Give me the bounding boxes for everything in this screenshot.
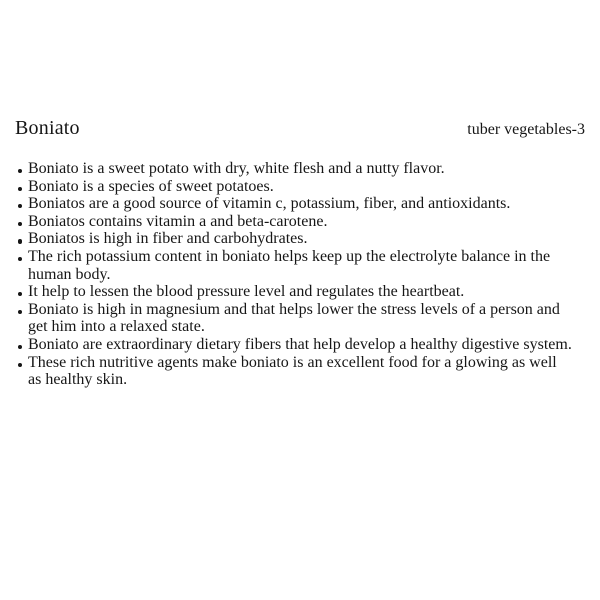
list-item [15,195,572,213]
list-item-text: It help to lessen the blood pressure level and regulates the heartbeat. [28,283,465,301]
bullet-icon [18,345,22,349]
list-item-text: These rich nutritive agents make boniato is an excellent food for a glowing as well as healthy skin. [28,353,557,389]
bullet-icon [18,363,22,367]
list-item [15,160,572,178]
list-item [15,213,572,231]
list-item-text: Boniatos are a good source of vitamin c, potassium, fiber, and antioxidants. [28,195,511,213]
bullet-icon [18,187,22,191]
list-item [15,230,572,248]
bullet-icon [18,222,22,226]
list-item [15,354,572,389]
list-item [15,283,572,301]
bullet-icon [18,310,22,314]
page-title: Boniato [15,117,80,139]
bullet-icon [18,257,22,261]
bullet-icon [18,292,22,296]
list-item-text: Boniato is high in magnesium and that helps lower the stress levels of a person and get him into a relaxed state. [28,300,560,336]
list-item [15,336,572,354]
list-item-text: Boniatos contains vitamin a and beta-carotene. [28,212,328,230]
page-number-label: tuber vegetables-3 [467,121,585,138]
list-item-text: Boniato is a sweet potato with dry, white flesh and a nutty flavor. [28,160,445,177]
list-item [15,248,572,283]
list-item [15,178,572,196]
list-item-text: Boniato is a species of sweet potatoes. [28,177,274,195]
bullet-icon [18,239,22,243]
list-item-text: Boniato are extraordinary dietary fibers that help develop a healthy digestive system. [28,335,572,353]
page-header [15,115,585,141]
bullet-icon [18,204,22,208]
facts-list [15,160,572,389]
list-item [15,301,572,336]
list-item-text: The rich potassium content in boniato helps keep up the electrolyte balance in the human body. [28,247,551,283]
bullet-icon [18,169,22,173]
list-item-text: Boniatos is high in fiber and carbohydrates. [28,230,308,248]
